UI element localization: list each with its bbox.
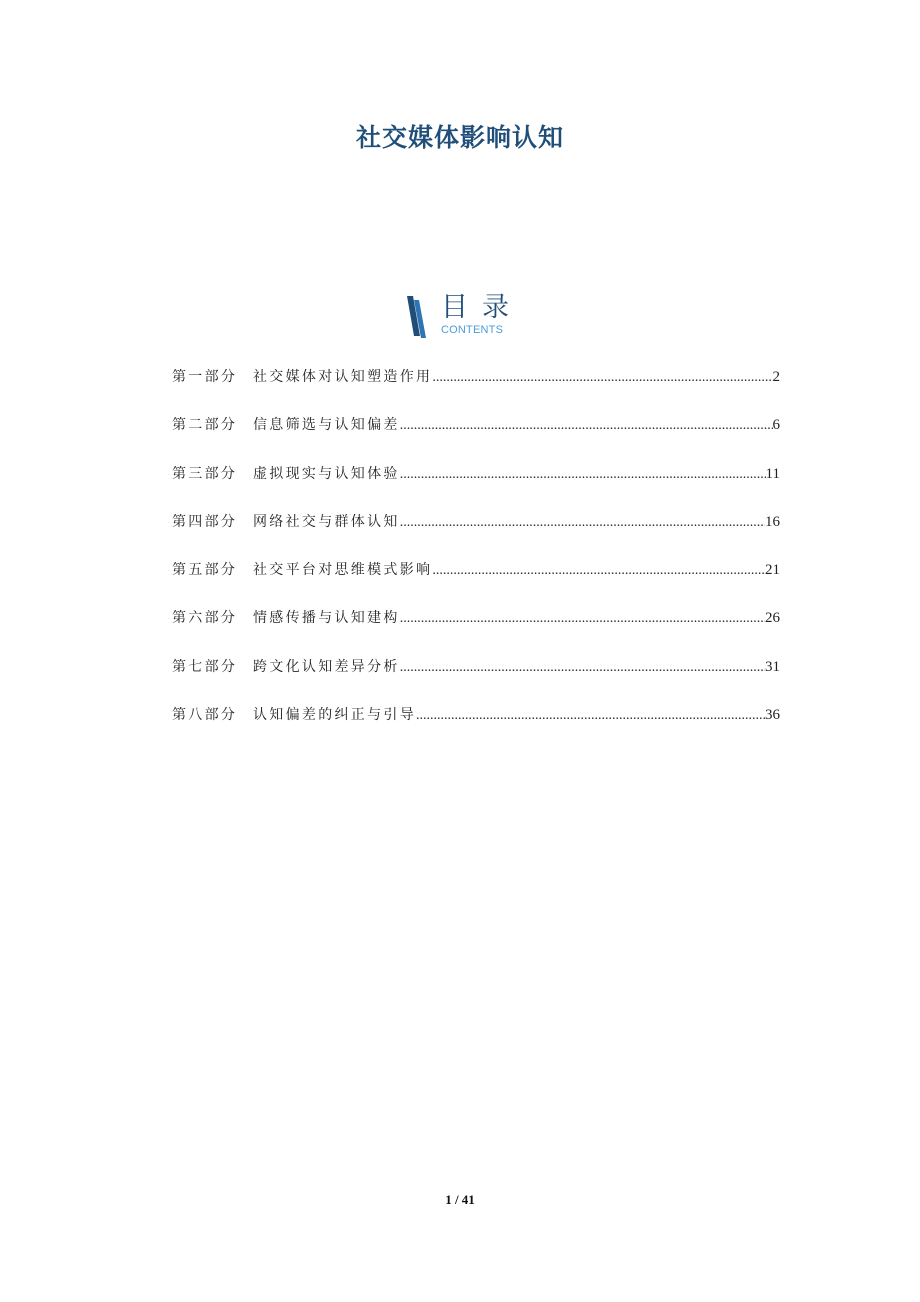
toc-entry-part: 第五部分	[172, 562, 238, 579]
toc-entry-part: 第一部分	[172, 369, 238, 385]
toc-entry-page: 11	[765, 465, 780, 482]
toc-heading: 目录	[441, 292, 523, 323]
toc-entry[interactable]	[172, 607, 780, 655]
toc-entry-page: 36	[765, 707, 780, 724]
toc-entry-page: 31	[765, 658, 780, 675]
toc-entry-page: 16	[765, 513, 780, 530]
toc-entry-leader	[400, 418, 773, 434]
toc-entry-part: 第二部分	[172, 417, 238, 434]
toc-entry-leader	[400, 515, 765, 531]
toc-entry-leader	[432, 370, 772, 386]
document-title: 社交媒体影响认知	[355, 123, 564, 152]
toc-entry-page: 26	[765, 610, 780, 627]
toc-entry-part: 第六部分	[172, 610, 238, 627]
toc-entry-title: 社交媒体对认知塑造作用	[253, 369, 433, 385]
toc-entry-part: 第八部分	[172, 707, 238, 724]
toc-entry[interactable]	[172, 656, 780, 704]
page-number: 1 / 41	[445, 1192, 475, 1207]
toc-subheading: CONTENTS	[441, 324, 504, 336]
toc-list	[172, 366, 780, 752]
toc-entry-part: 第三部分	[172, 465, 238, 482]
toc-entry-page: 6	[772, 417, 780, 434]
toc-entry-title: 认知偏差的纠正与引导	[253, 707, 416, 724]
toc-entry-part: 第四部分	[172, 513, 238, 530]
toc-entry-page: 2	[772, 369, 780, 385]
toc-entry-title: 网络社交与群体认知	[253, 513, 400, 530]
toc-entry-title: 虚拟现实与认知体验	[253, 465, 400, 482]
toc-entry[interactable]	[172, 414, 780, 462]
toc-entry-title: 社交平台对思维模式影响	[253, 562, 433, 579]
toc-header	[405, 294, 525, 340]
toc-entry-page: 21	[765, 562, 780, 579]
toc-entry-leader	[400, 611, 765, 627]
toc-entry[interactable]	[172, 511, 780, 559]
toc-entry[interactable]	[172, 463, 780, 511]
toc-entry-part: 第七部分	[172, 658, 238, 675]
toc-entry-title: 跨文化认知差异分析	[253, 658, 400, 675]
toc-entry-leader	[432, 563, 765, 579]
toc-entry[interactable]	[172, 366, 780, 414]
toc-entry[interactable]	[172, 559, 780, 607]
toc-entry-title: 情感传播与认知建构	[253, 610, 400, 627]
toc-entry-leader	[416, 708, 765, 724]
toc-book-icon	[405, 296, 431, 338]
toc-entry-leader	[400, 660, 765, 676]
toc-entry-title: 信息筛选与认知偏差	[253, 417, 400, 434]
toc-entry[interactable]	[172, 704, 780, 752]
toc-entry-leader	[400, 467, 766, 483]
